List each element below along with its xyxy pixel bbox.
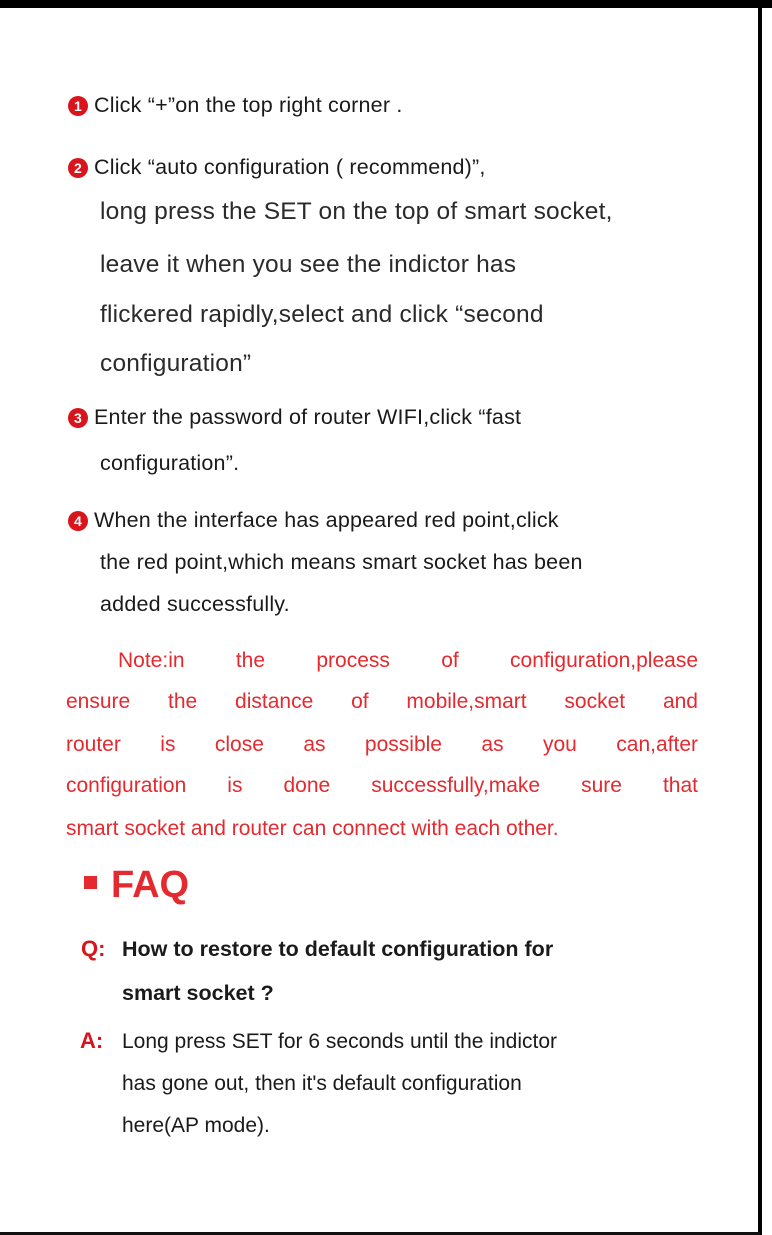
note-line-5: smart socket and router can connect with each other.: [66, 817, 559, 840]
square-bullet-icon: [84, 876, 97, 889]
question-line-2: smart socket ?: [122, 981, 274, 1005]
faq-heading: FAQ: [84, 864, 189, 907]
step-4-line-2: the red point,which means smart socket has been: [100, 550, 583, 574]
step-number-4-icon: 4: [68, 511, 88, 531]
step-4-line-1: 4 When the interface has appeared red point,click: [68, 508, 559, 533]
note-line-3: router is close as possible as you can,after: [66, 733, 698, 756]
question-line-1: How to restore to default configuration for: [122, 937, 554, 961]
step-3-line-1: 3 Enter the password of router WIFI,click “fast: [68, 405, 521, 430]
answer-line-1: Long press SET for 6 seconds until the indictor: [122, 1030, 558, 1053]
step-2-line-1: 2 Click “auto configuration ( recommend)”,: [68, 155, 486, 180]
answer-line-2: has gone out, then it's default configuration: [122, 1072, 522, 1095]
answer-line-3: here(AP mode).: [122, 1114, 270, 1137]
note-line-2: ensure the distance of mobile,smart socket and: [66, 690, 698, 713]
step-2-line-2: long press the SET on the top of smart socket,: [100, 198, 613, 225]
right-margin: [762, 8, 772, 1235]
note-line-4: configuration is done successfully,make sure that: [66, 774, 698, 797]
step-2-line-5: configuration”: [100, 350, 252, 377]
step-4-line-3: added successfully.: [100, 592, 290, 616]
step-3-line-2: configuration”.: [100, 451, 240, 475]
question-label: Q:: [81, 936, 106, 961]
answer-label: A:: [80, 1028, 104, 1053]
step-2-line-3: leave it when you see the indictor has: [100, 251, 517, 278]
step-1: [68, 93, 403, 118]
step-1-text: Click “+”on the top right corner .: [94, 93, 403, 117]
step-number-1-icon: 1: [68, 96, 88, 116]
step-number-2-icon: 2: [68, 158, 88, 178]
step-number-3-icon: 3: [68, 408, 88, 428]
top-border: [0, 0, 772, 8]
step-2-line-4: flickered rapidly,select and click “second: [100, 301, 544, 328]
note-line-1: Note:in the process of configuration,please: [118, 649, 698, 672]
